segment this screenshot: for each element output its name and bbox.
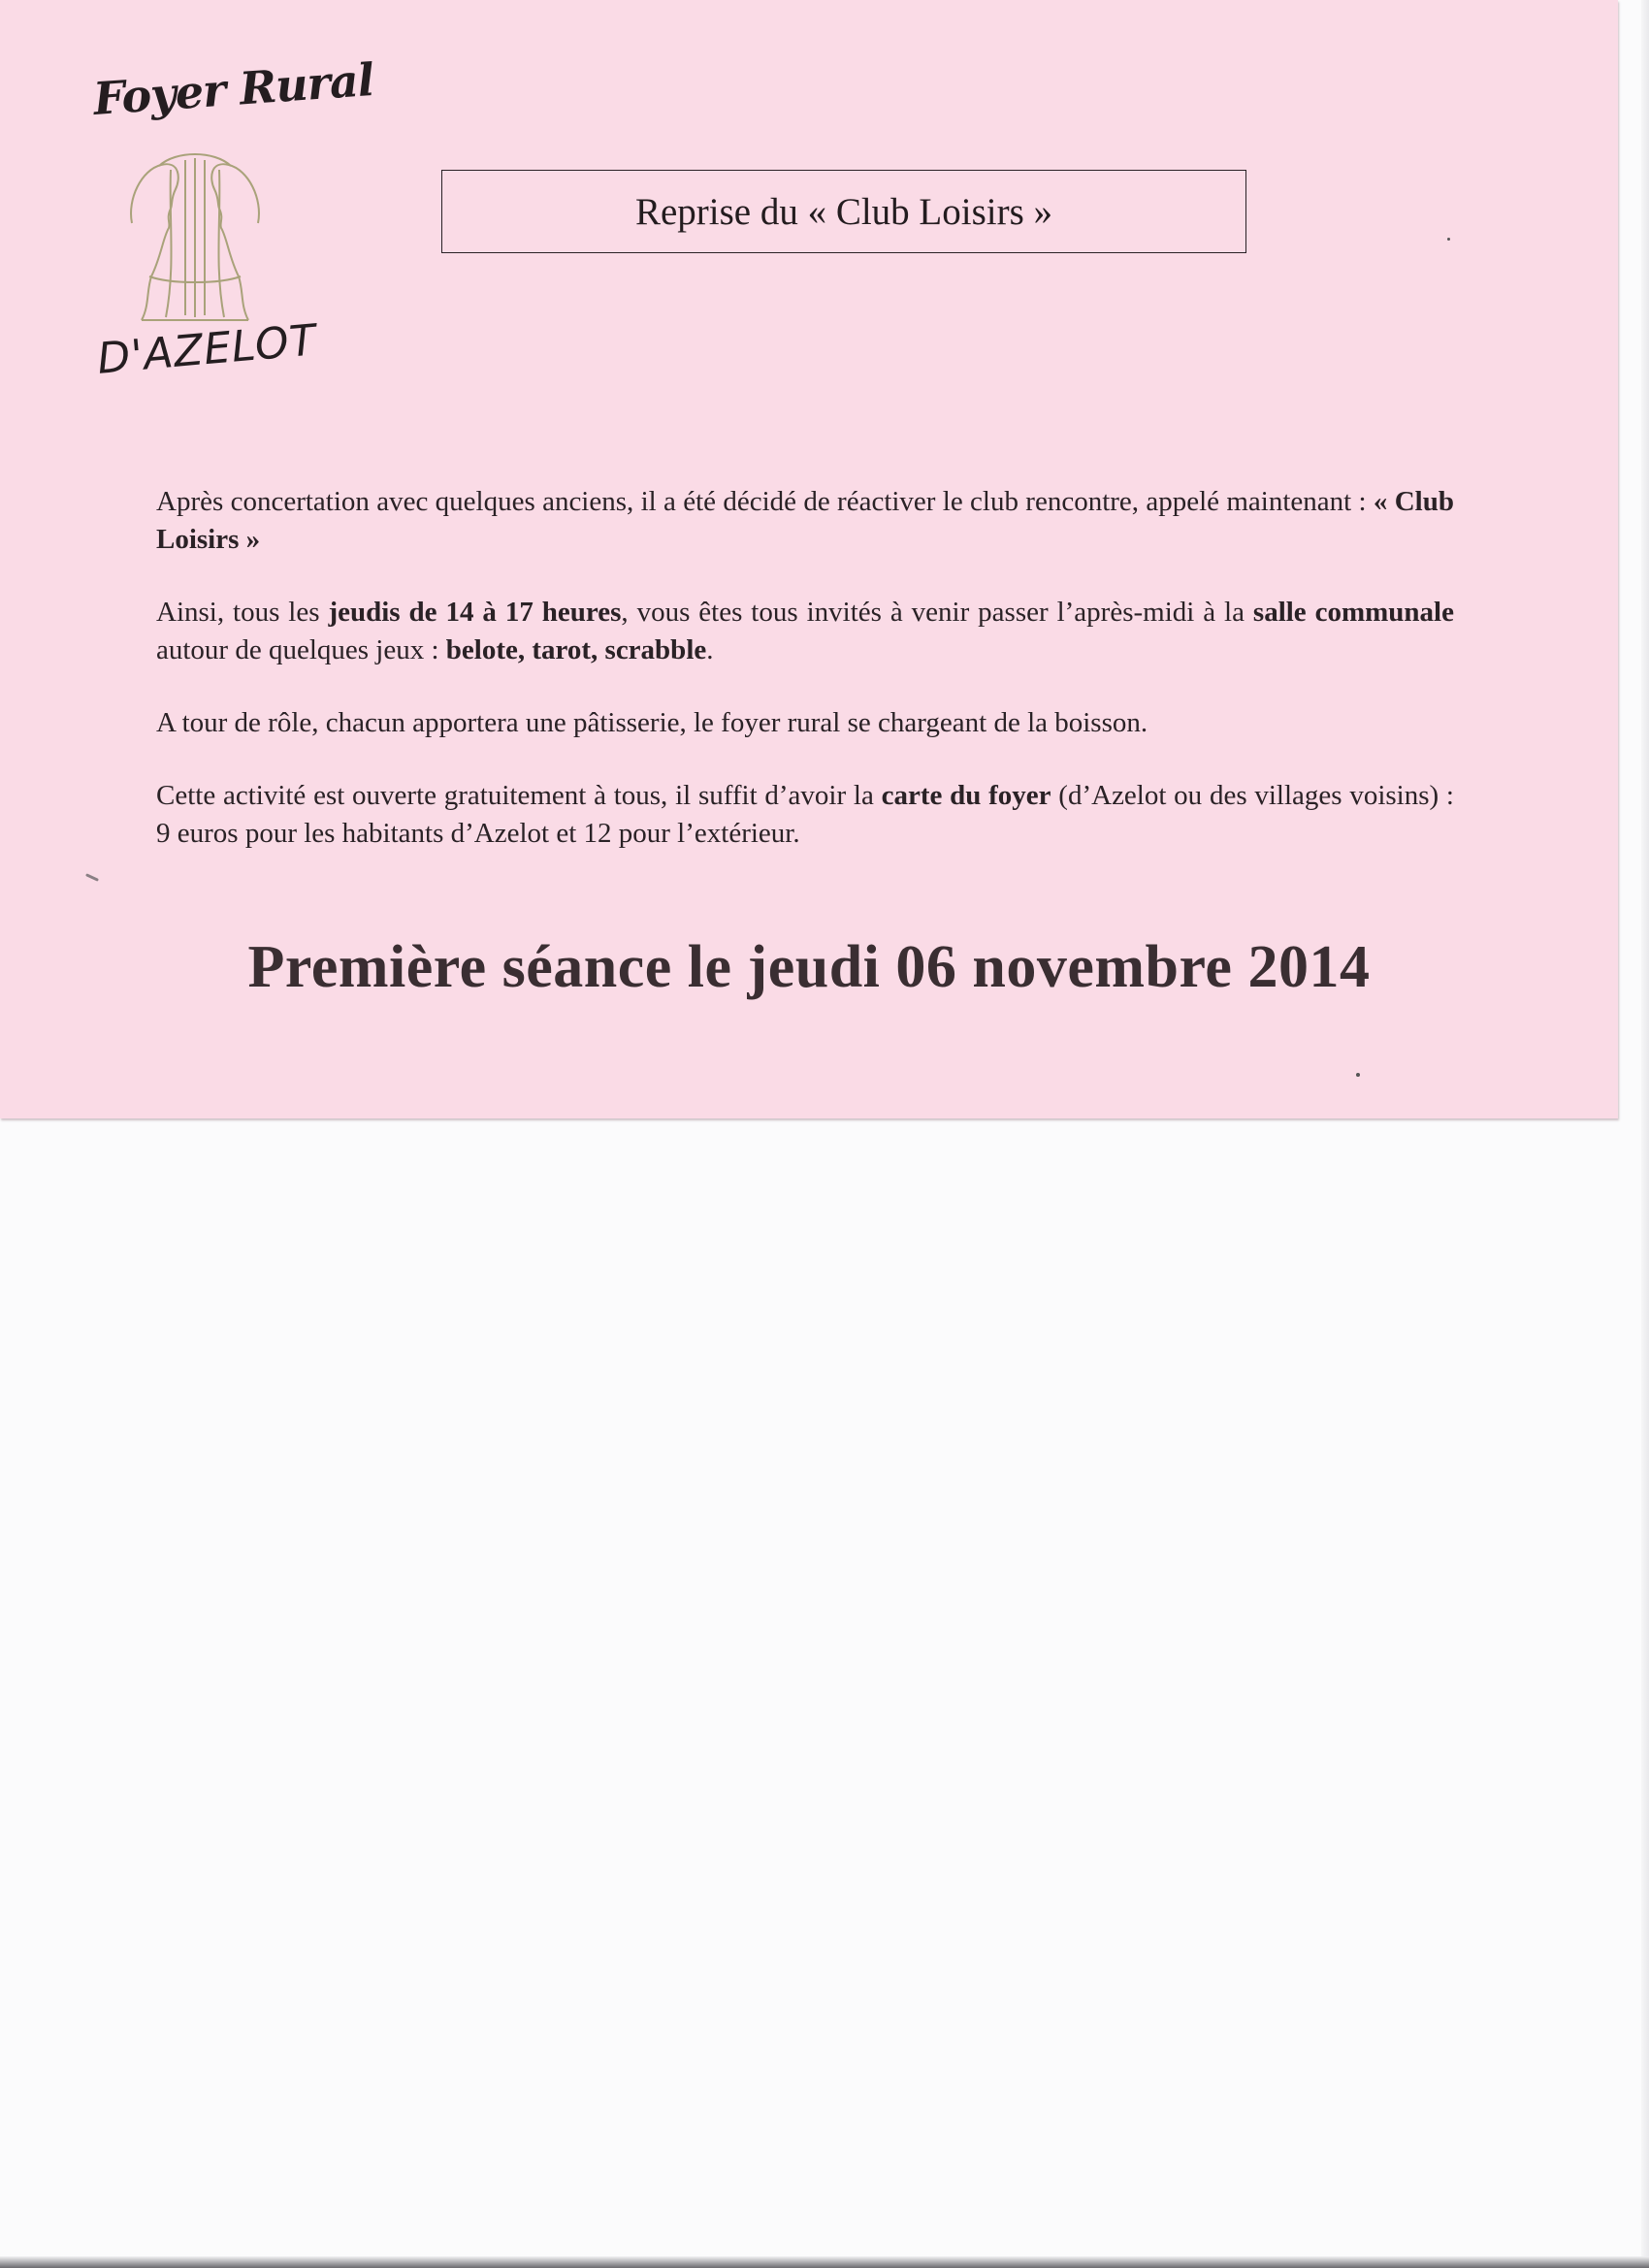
paragraph-intro <box>156 483 1454 559</box>
scan-edge-bottom <box>0 2256 1649 2268</box>
paragraph-membership <box>156 777 1454 853</box>
pink-flyer <box>0 0 1618 1118</box>
paragraph-text: , vous êtes tous invités à venir passer l’après-midi à la <box>621 597 1253 628</box>
scan-speck <box>1447 238 1450 241</box>
paragraph-text: Ainsi, tous les <box>156 597 329 628</box>
scan-speck <box>85 873 99 882</box>
club-name: « Club Loisirs » <box>156 486 1454 555</box>
flyer-title: Reprise du « Club Loisirs » <box>634 190 1053 233</box>
paragraph-text: autour de quelques jeux : <box>156 634 446 665</box>
scan-edge-right <box>1641 0 1649 2268</box>
games-highlight: belote, tarot, scrabble <box>445 634 707 665</box>
paragraph-text: Cette activité est ouverte gratuitement à tous, il suffit d’avoir la <box>156 780 882 811</box>
paragraph-pastry <box>156 704 1454 742</box>
faces-emblem-icon <box>103 131 287 325</box>
scan-speck <box>1356 1073 1360 1077</box>
venue-highlight: salle communale <box>1252 597 1454 628</box>
paragraph-schedule <box>156 594 1454 669</box>
foyer-rural-logo <box>83 52 375 393</box>
title-box <box>441 170 1246 253</box>
first-session-headline: Première séance le jeudi 06 novembre 2014 <box>247 934 1371 1000</box>
paragraph-text: Après concertation avec quelques anciens, il a été décidé de réactiver le club rencontre, appelé maintenant : <box>156 486 1374 517</box>
card-highlight: carte du foyer <box>881 780 1051 811</box>
logo-title: Foyer Rural <box>91 52 375 126</box>
logo-subtitle: D'AZELOT <box>95 315 319 384</box>
paragraph-text: (d’Azelot ou des villages voisins) : 9 euros pour les habitants d’Azelot et 12 pour l’extérieur. <box>156 780 1454 849</box>
paragraph-text: A tour de rôle, chacun apportera une pâtisserie, le foyer rural se chargeant de la boisson. <box>156 707 1148 738</box>
flyer-body <box>156 483 1454 888</box>
paragraph-text: . <box>706 634 714 665</box>
schedule-highlight: jeudis de 14 à 17 heures <box>328 597 622 628</box>
